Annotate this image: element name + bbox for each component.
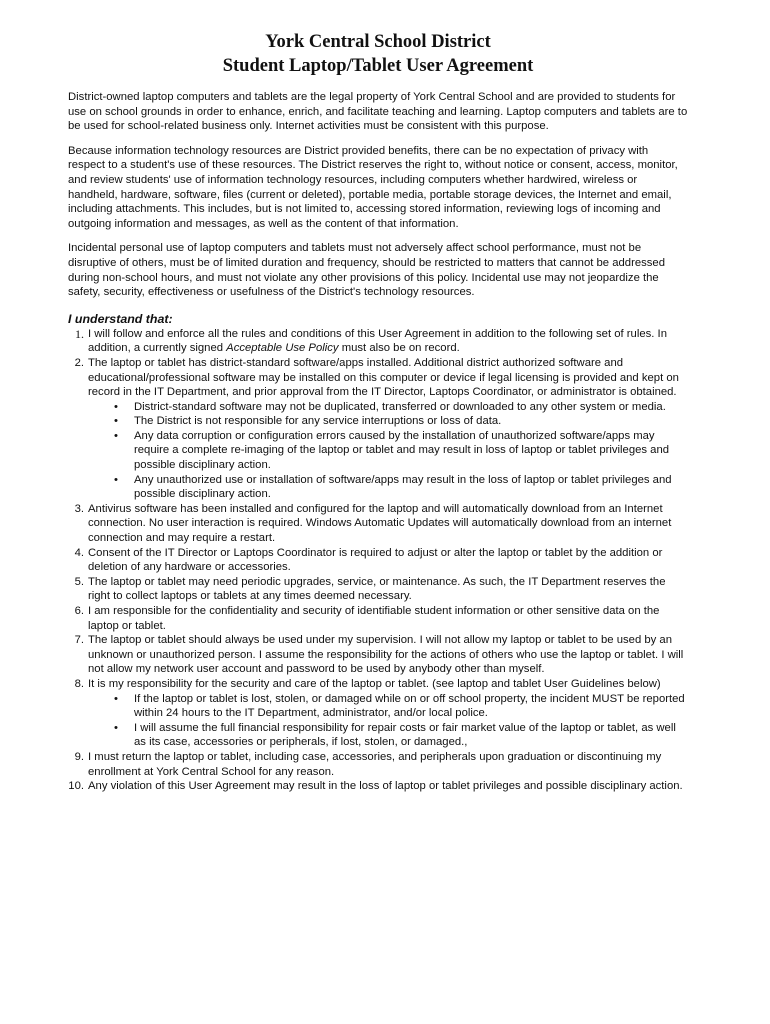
sub-bullet-list [88,692,688,750]
item-number: 4. [74,546,84,559]
bullet-text: District-standard software may not be duplicated, transferred or downloaded to any other system or media. [134,400,666,413]
list-item [68,604,688,633]
sub-bullet-list [88,400,688,502]
item-number: 1. [75,326,84,341]
list-item [68,750,688,779]
item-number: 5. [74,575,84,588]
bullet-text: Any data corruption or configuration errors caused by the installation of unauthorized software/apps may require a complete re-imaging of the laptop or tablet and may result in loss of laptop or tablet privileges and possible disciplinary action. [134,429,670,472]
item-text: I must return the laptop or tablet, including case, accessories, and peripherals upon graduation or discontinuing my enrollment at York Central School for any reason. [88,750,662,778]
list-item [68,327,688,356]
item-text: The laptop or tablet should always be used under my supervision. I will not allow my laptop or tablet to be used by an unknown or unauthorized person. I assume the responsibility for the actions of others who use the laptop or tablet. I will not allow my network user account and password to be used by anybody other than myself. [88,634,684,676]
section-heading: I understand that: [68,311,173,326]
item-text: I am responsible for the confidentiality and security of identifiable student information or other sensitive data on the laptop or tablet. [88,605,660,632]
item-text-italic: Acceptable Use Policy [226,342,339,355]
list-item [68,546,688,575]
list-item [68,502,688,546]
intro-paragraph: District-owned laptop computers and tablets are the legal property of York Central School and are provided to students for use on school grounds in order to enhance, enrich, and facilitate teaching and learning. Laptop computers and tablets are to be used for school-related business only. Internet activities must be consistent with this purpose. [68,91,688,133]
item-text: Antivirus software has been installed and configured for the laptop and will automatically download from an Internet connection. No user interaction is required. Windows Automatic Updates will automatically download from an internet connection and may require a restart. [88,502,672,545]
bullet-item [114,429,688,473]
bullet-text: I will assume the full financial responsibility for repair costs or fair market value of the laptop or tablet, as well as its case, accessories or peripherals, if lost, stolen, or damaged., [134,721,676,749]
bullet-item [114,414,688,429]
item-number: 7. [74,634,84,647]
privacy-paragraph: Because information technology resources are District provided benefits, there can be no expectation of privacy with respect to a student's use of these resources. The District reserves the right to, without notice or consent, access, monitor, and review students' use of information technology resources, including computers whether hardwired, wireless or handheld, hardware, software, files (current or deleted), portable media, portable storage devices, the Internet and email, including attachments. This includes, but is not limited to, accessing stored information, reviewing logs of incoming and outgoing information and messages, as well as the content of that information. [68,144,678,230]
bullet-icon: • [114,473,118,486]
item-number: 3. [74,502,84,515]
bullet-text: The District is not responsible for any service interruptions or loss of data. [134,415,502,428]
item-text: Any violation of this User Agreement may result in the loss of laptop or tablet privileges and possible disciplinary action. [88,780,683,793]
bullet-text: If the laptop or tablet is lost, stolen, or damaged while on or off school property, the incident MUST be reported within 24 hours to the IT Department, administrator, and/or local police. [134,692,685,720]
item-text: The laptop or tablet may need periodic upgrades, service, or maintenance. As such, the IT Department reserves the right to collect laptops or tablets at any times deemed necessary. [88,575,666,603]
item-number: 2. [74,356,84,369]
agreement-list [68,327,688,794]
list-item [68,633,688,677]
item-text: The laptop or tablet has district-standard software/apps installed. Additional district authorized software and educational/professional software may be installed on this computer or device if legal licensing is provided and kept on record in the IT Department, and prior approval from the IT Director, Laptops Coordinator, or administrator is obtained. [88,356,679,399]
item-number: 8. [74,677,84,690]
bullet-icon: • [114,721,118,734]
list-item [68,575,688,604]
item-text: Consent of the IT Director or Laptops Coordinator is required to adjust or alter the laptop or tablet by the addition or deletion of any hardware or accessories. [88,546,663,574]
bullet-icon: • [114,400,118,413]
item-text: I will follow and enforce all the rules and conditions of this User Agreement in addition to the following set of rules. In addition, a currently signed [88,327,667,355]
title-line-2: Student Laptop/Tablet User Agreement [222,56,534,76]
bullet-item [114,400,688,415]
item-number: 10. [68,780,84,793]
item-text-end: must also be on record. [338,342,460,355]
bullet-item [114,721,688,750]
bullet-item [114,692,688,721]
title-line-1: York Central School District [265,32,491,52]
list-item [68,779,688,794]
list-item [68,677,688,750]
bullet-icon: • [114,692,118,705]
list-item [68,356,688,502]
incidental-use-paragraph: Incidental personal use of laptop computers and tablets must not adversely affect school performance, must not be disruptive of others, must be of limited duration and frequency, should be restricted to matters that cannot be addressed during non-school hours, and must not violate any other provisions of this policy. Incidental use may not jeopardize the safety, security, effectiveness or usefulness of the District's technology resources. [68,242,665,299]
document-title [68,30,688,78]
item-number: 9. [74,750,84,763]
bullet-icon: • [114,415,118,428]
bullet-icon: • [114,429,118,442]
bullet-text: Any unauthorized use or installation of software/apps may result in the loss of laptop or tablet privileges and possible disciplinary action. [134,473,672,501]
bullet-item [114,473,688,502]
item-number: 6. [74,605,84,617]
item-text: It is my responsibility for the security and care of the laptop or tablet. (see laptop and tablet User Guidelines below) [88,677,661,690]
